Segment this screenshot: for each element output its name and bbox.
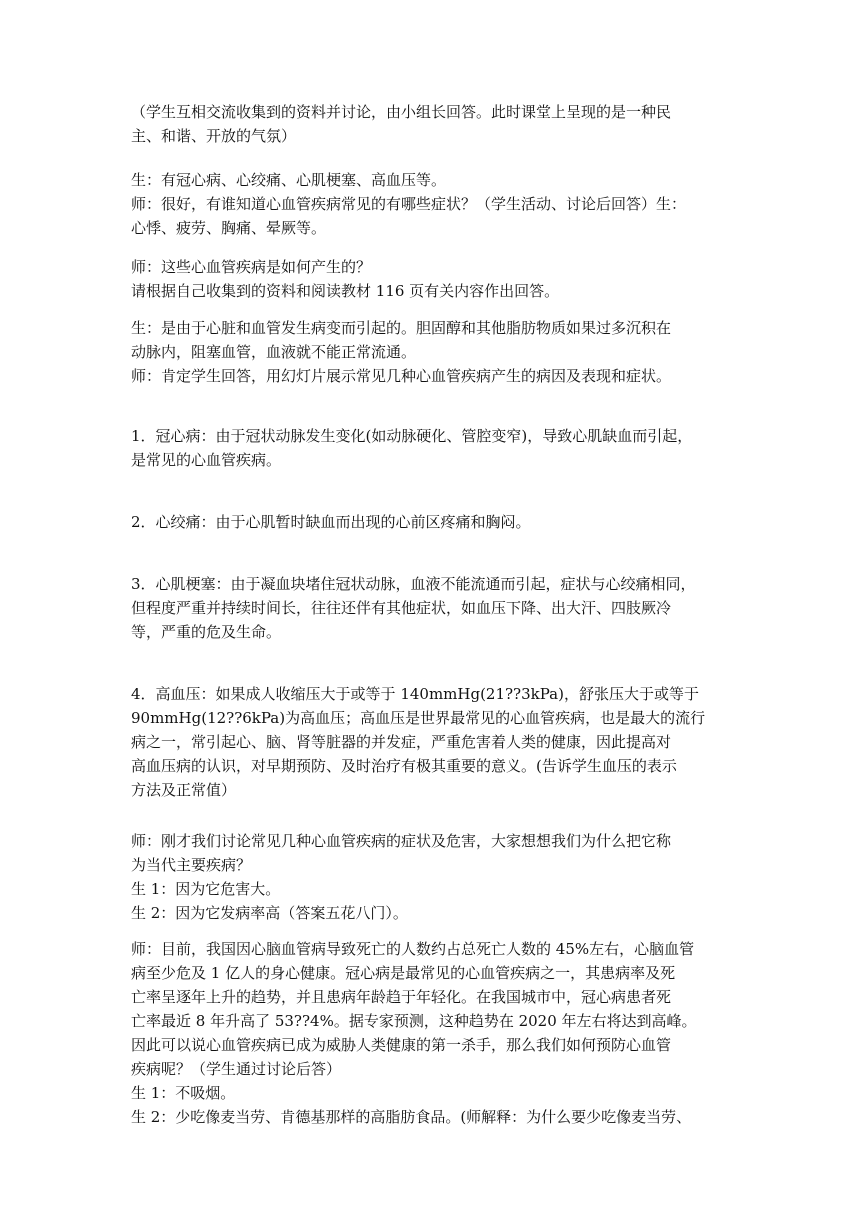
paragraph-class-atmosphere: （学生互相交流收集到的资料并讨论，由小组长回答。此时课堂上呈现的是一种民 主、和谐、开放的气氛）	[131, 103, 672, 145]
paragraph-major-disease-discussion: 师：刚才我们讨论常见几种心血管疾病的症状及危害，大家想想我们为什么把它称 为当代主要疾病？ 生 1：因为它危害大。 生 2：因为它发病率高（答案五花八门）。	[131, 832, 672, 922]
paragraph-cause-question: 师：这些心血管疾病是如何产生的？ 请根据自己收集到的资料和阅读教材 116 页有关内容作出回答。	[131, 258, 560, 300]
paragraph-statistics-prevention: 师：目前，我国因心脑血管病导致死亡的人数约占总死亡人数的 45%左右，心脑血管 病至少危及 1 亿人的身心健康。冠心病是最常见的心血管疾病之一，其患病率及死 亡率呈逐年上升的趋势，并且患病年龄趋于年轻化。在我国城市中，冠心病患者死 亡率最近 8 年升高了 53??4%。据专家预测，这种趋势在 2020 年左右将达到高峰。 因此可以说心血管疾病已成为威胁人类健康的第一杀手，那么我们如何预防心血管 疾病呢？（学生通过讨论后答） 生 1：不吸烟。 生 2：少吃像麦当劳、肯德基那样的高脂肪食品。(师解释：为什么要少吃像麦当劳、	[131, 940, 697, 1126]
paragraph-symptoms-dialogue: 生：有冠心病、心绞痛、心肌梗塞、高血压等。 师：很好，有谁知道心血管疾病常见的有哪些症状？（学生活动、讨论后回答）生： 心悸、疲劳、胸痛、晕厥等。	[131, 171, 687, 237]
item-coronary-heart-disease: 1．冠心病：由于冠状动脉发生变化(如动脉硬化、管腔变窄)，导致心肌缺血而引起， 是常见的心血管疾病。	[131, 427, 693, 469]
item-angina: 2．心绞痛：由于心肌暂时缺血而出现的心前区疼痛和胸闷。	[131, 513, 531, 531]
item-myocardial-infarction: 3．心肌梗塞：由于凝血块堵住冠状动脉，血液不能流通而引起，症状与心绞痛相同， 但程度严重并持续时间长，往往还伴有其他症状，如血压下降、出大汗、四肢厥冷 等，严重的危及生命。	[131, 575, 696, 641]
paragraph-cause-answer: 生：是由于心脏和血管发生病变而引起的。胆固醇和其他脂肪物质如果过多沉积在 动脉内，阻塞血管，血液就不能正常流通。 师：肯定学生回答，用幻灯片展示常见几种心血管疾病产生的病因及表现和症状。	[131, 319, 672, 385]
item-hypertension: 4．高血压：如果成人收缩压大于或等于 140mmHg(21??3kPa)，舒张压大于或等于 90mmHg(12??6kPa)为高血压；高血压是世界最常见的心血管疾病，也是最大的流行 病之一，常引起心、脑、肾等脏器的并发症，严重危害着人类的健康，因此提高对 高血压病的认识，对早期预防、及时治疗有极其重要的意义。(告诉学生血压的表示 方法及正常值）	[131, 685, 706, 799]
